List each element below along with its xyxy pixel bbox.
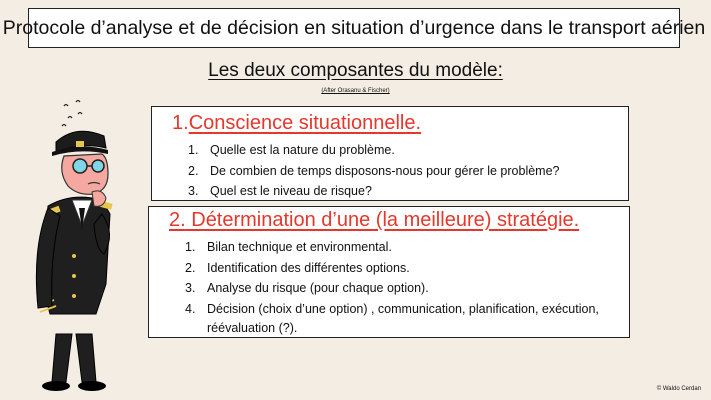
title-box (2, 8, 706, 48)
list-item: 3. Analyse du risque (pour chaque option). (185, 281, 429, 295)
list-item: 1. Quelle est la nature du problème. (188, 143, 395, 157)
section-strategy (148, 206, 630, 338)
list-item: 3. Quel est le niveau de risque? (188, 184, 372, 198)
source-credit: (After Orasanu & Fischer) (321, 88, 390, 94)
section1-list (188, 140, 618, 202)
section2-title: Détermination d’une (la meilleure) stratégie. (185, 209, 580, 231)
slide-title: Protocole d’analyse et de décision en situation d’urgence dans le transport aérien (2, 16, 706, 39)
section-situational-awareness (151, 106, 629, 201)
section2-list (185, 237, 620, 338)
subtitle: Les deux composantes du modèle: (208, 60, 503, 81)
section1-heading (172, 112, 421, 135)
list-item: 1. Bilan technique et environmental. (185, 240, 392, 254)
list-item: 2. Identification des différentes options. (185, 260, 410, 275)
copyright: © Waldo Cerdan (656, 386, 701, 392)
section1-number: 1. (172, 112, 189, 134)
list-item: 2. De combien de temps disposons-nous pour gérer le problème? (188, 163, 560, 178)
pilot-illustration (18, 96, 136, 396)
section2-number: 2. (169, 209, 186, 231)
section2-heading (169, 209, 579, 232)
section1-title: Conscience situationnelle. (188, 112, 422, 134)
dizzy-marks-icon (62, 101, 82, 127)
list-item: 4. Décision (choix d’une option) , communication, planification, exécution, réévaluation (?). (185, 301, 599, 335)
